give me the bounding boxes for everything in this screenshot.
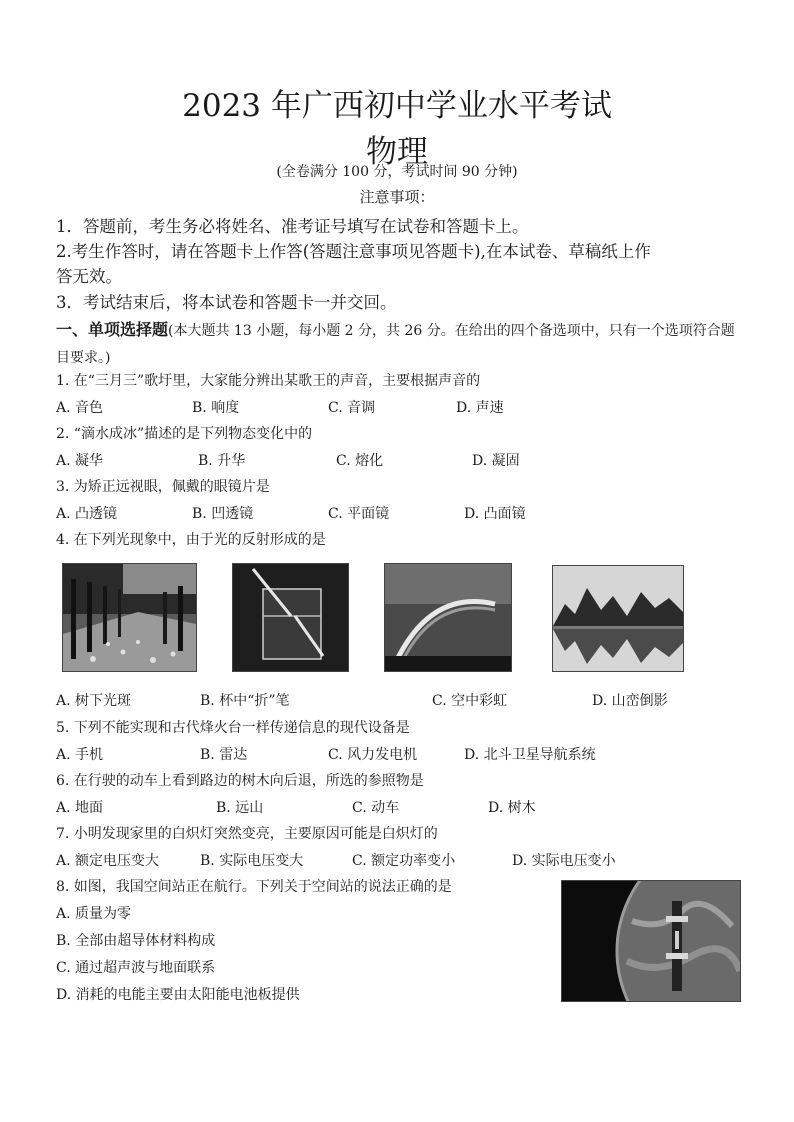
tree-light-spots-photo — [62, 563, 197, 672]
notice-item: 1．答题前，考生务必将姓名、准考证号填写在试卷和答题卡上。 — [56, 217, 529, 236]
option: C. 空中彩虹 — [432, 693, 508, 709]
option: A. 地面 — [56, 800, 104, 816]
option: B. 升华 — [198, 453, 246, 469]
option: C. 熔化 — [336, 453, 384, 469]
section-description: (本大题共 13 小题，每小题 2 分，共 26 分。在给出的四个备选项中，只有一个选项符合题目要求。) — [56, 323, 735, 366]
exam-meta: (全卷满分 100 分，考试时间 90 分钟) — [276, 164, 518, 180]
option: C. 额定功率变小 — [352, 853, 456, 869]
option: C. 动车 — [352, 800, 400, 816]
question-stem: 8. 如图，我国空间站正在航行。下列关于空间站的说法正确的是 — [56, 879, 452, 895]
option: B. 实际电压变大 — [200, 853, 304, 869]
question-stem: 5. 下列不能实现和古代烽火台一样传递信息的现代设备是 — [56, 720, 410, 736]
option: C. 风力发电机 — [328, 747, 418, 763]
option: D. 山峦倒影 — [592, 693, 668, 709]
question-stem: 3. 为矫正远视眼，佩戴的眼镜片是 — [56, 479, 270, 495]
option: B. 远山 — [216, 800, 264, 816]
option: D. 凝固 — [472, 453, 520, 469]
option: B. 凹透镜 — [192, 506, 254, 522]
question-stem: 4. 在下列光现象中，由于光的反射形成的是 — [56, 532, 326, 548]
question-stem: 2. “滴水成冰”描述的是下列物态变化中的 — [56, 426, 313, 442]
option: A. 手机 — [56, 747, 104, 763]
notice-item: 3．考试结束后，将本试卷和答题卡一并交回。 — [56, 293, 397, 312]
option: B. 全部由超导体材料构成 — [56, 933, 216, 949]
option: C. 通过超声波与地面联系 — [56, 960, 216, 976]
notice-item: 答无效。 — [56, 267, 122, 286]
option: A. 音色 — [56, 400, 104, 416]
rainbow-photo — [384, 563, 512, 672]
question-stem: 6. 在行驶的动车上看到路边的树木向后退，所选的参照物是 — [56, 773, 424, 789]
exam-title: 2023 年广西初中学业水平考试 — [182, 88, 612, 124]
option: D. 消耗的电能主要由太阳能电池板提供 — [56, 987, 300, 1003]
option: D. 北斗卫星导航系统 — [464, 747, 596, 763]
pencil-in-glass-photo — [232, 563, 349, 672]
option: A. 凝华 — [56, 453, 104, 469]
option: A. 质量为零 — [56, 906, 132, 922]
option: D. 声速 — [456, 400, 504, 416]
option: A. 凸透镜 — [56, 506, 118, 522]
option: D. 树木 — [488, 800, 536, 816]
section-header — [56, 316, 746, 372]
section-title: 一、单项选择题 — [56, 320, 169, 339]
option: C. 平面镜 — [328, 506, 390, 522]
subject-title: 物理 — [366, 134, 428, 170]
option: A. 额定电压变大 — [56, 853, 160, 869]
option: D. 实际电压变小 — [512, 853, 616, 869]
option: B. 杯中“折”笔 — [200, 693, 290, 709]
question-stem: 1. 在“三月三”歌圩里，大家能分辨出某歌王的声音，主要根据声音的 — [56, 373, 481, 389]
option: B. 雷达 — [200, 747, 248, 763]
notice-item: 2.考生作答时，请在答题卡上作答(答题注意事项见答题卡),在本试卷、草稿纸上作 — [56, 242, 651, 261]
option: D. 凸面镜 — [464, 506, 526, 522]
mountain-reflection-photo — [552, 565, 684, 672]
question-stem: 7. 小明发现家里的白炽灯突然变亮，主要原因可能是白炽灯的 — [56, 826, 438, 842]
space-station-photo — [561, 880, 741, 1002]
option: C. 音调 — [328, 400, 376, 416]
option: B. 响度 — [192, 400, 240, 416]
option: A. 树下光斑 — [56, 693, 132, 709]
notice-heading: 注意事项： — [359, 188, 435, 206]
